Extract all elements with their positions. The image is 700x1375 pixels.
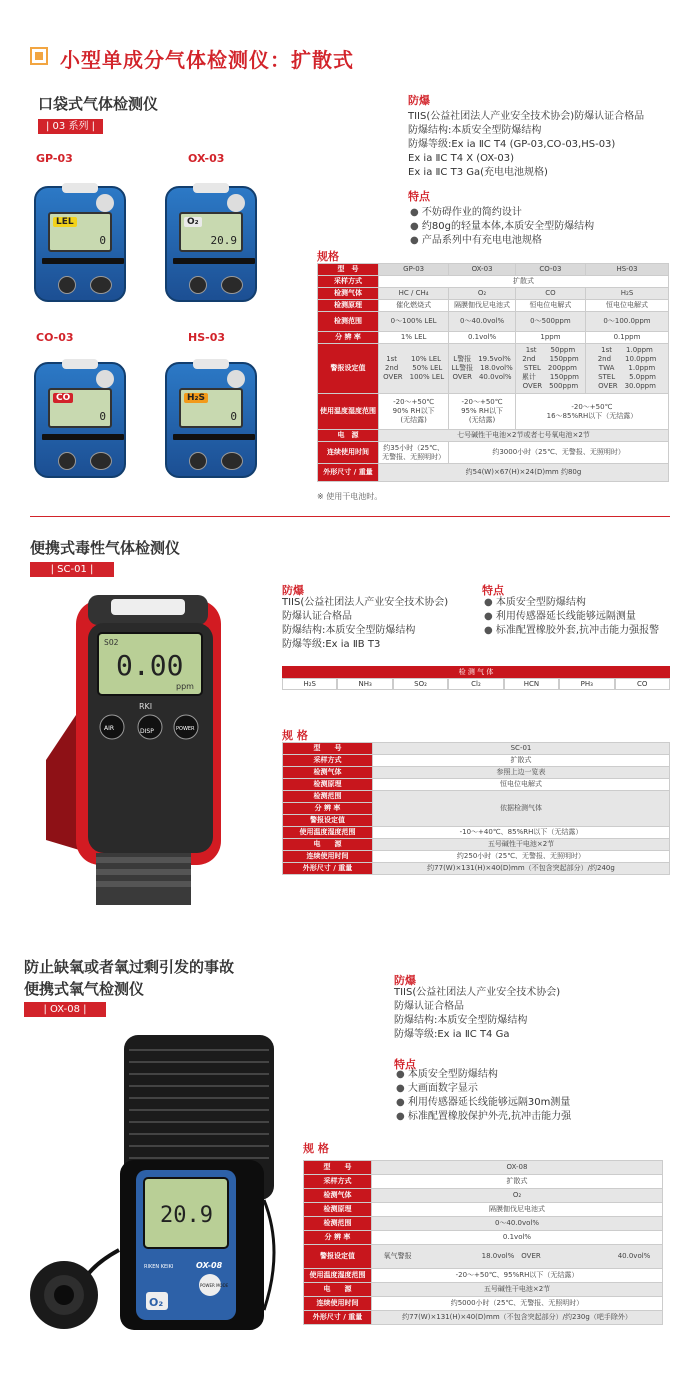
table-row: 采样方式 扩散式 (318, 276, 669, 288)
table-row: 分 辨 率 (283, 803, 670, 815)
gp03-reading: 0 (99, 234, 106, 247)
sc01-unit: ppm (176, 682, 194, 691)
table-row: 检测原理 隔膜伽伐尼电池式 (304, 1203, 663, 1217)
s2-explosion-head: 防爆 (282, 584, 304, 597)
list-item: ● 本质安全型防爆结构 (484, 596, 659, 610)
s3-explosion-text: TIIS(公益社团法人产业安全技术协会) 防爆认证合格品 防爆结构:本质安全型防爆结构 防爆等级:Ex ia ⅡC T4 Ga (394, 987, 561, 1040)
lel-badge: LEL (53, 217, 77, 227)
ox08-o2-badge: O₂ (149, 1296, 164, 1309)
co-badge: CO (53, 393, 73, 403)
s1-spec-table (317, 263, 669, 482)
s1-footnote: ※ 使用干电池时。 (317, 492, 383, 501)
page-title: 小型单成分气体检测仪：扩散式 (60, 48, 354, 72)
co03-reading: 0 (99, 410, 106, 423)
sc01-reading: 0.00 (116, 649, 184, 682)
title-square-icon (30, 47, 48, 65)
table-row: 使用温度湿度范围 -20～+50℃、95%RH以下（无结露） (304, 1269, 663, 1283)
table-row: 外形尺寸 / 重量 约77(W)×131(H)×40(D)mm（不包含突起部分）/约230g（吧手除外） (304, 1311, 663, 1325)
device-label-gp03: GP-03 (36, 152, 73, 165)
table-row: 警报设定值 氧气警报 18.0vol% OVER 40.0vol% (304, 1245, 663, 1269)
s2-spec-table (282, 742, 670, 875)
s3-features-head: 特点 (394, 1058, 416, 1071)
s2-features-head: 特点 (482, 584, 504, 597)
table-row: 连续使用时间 约5000小时（25℃、无警报、无照明时） (304, 1297, 663, 1311)
table-row: 型 号 SC-01 (283, 743, 670, 755)
table-row: 连续使用时间 约35小时（25℃、无警报、无照明时） 约3000小时（25℃、无警报、无照明时） (318, 442, 669, 464)
list-item: ● 本质安全型防爆结构 (396, 1068, 571, 1082)
device-label-hs03: HS-03 (188, 331, 226, 344)
s3-features-list (396, 1068, 571, 1124)
table-row: 检测范围 依据检测气体 (283, 791, 670, 803)
sc01-power-btn-label: POWER (176, 726, 195, 732)
table-row: 电 源 五号碱性干电池×2节 (304, 1283, 663, 1297)
list-item: ● 标准配置橡胶保护外壳,抗冲击能力强 (396, 1110, 571, 1124)
sc01-disp-btn-label: DISP (140, 728, 154, 735)
hs03-reading: 0 (230, 410, 237, 423)
table-row: 分 辨 率 1% LEL 0.1vol% 1ppm 0.1ppm (318, 332, 669, 344)
gp03-device-image (34, 186, 126, 302)
table-row: 采样方式 扩散式 (283, 755, 670, 767)
table-row: 使用温度湿度范围 -10～+40℃、85%RH以下（无结露） (283, 827, 670, 839)
sc01-device-image (36, 585, 236, 910)
ox08-reading: 20.9 (160, 1203, 213, 1228)
gas-cell: NH₃ (337, 678, 392, 690)
o2-badge: O₂ (184, 217, 202, 227)
s1-features-head: 特点 (408, 190, 430, 203)
section2-series-tag: | SC-01 | (30, 562, 114, 577)
section-divider (30, 516, 670, 517)
list-item: ● 大画面数字显示 (396, 1082, 571, 1096)
table-row: 电 源 七号碱性干电池×2节或者七号氧电池×2节 (318, 430, 669, 442)
s1-explosion-head: 防爆 (408, 94, 430, 107)
section1-series-tag: | 03 系列 | (38, 119, 103, 134)
s2-explosion-text: TIIS(公益社团法人产业安全技术协会) 防爆认证合格品 防爆结构:本质安全型防爆结构 防爆等级:Ex ia ⅡB T3 (282, 597, 449, 650)
list-item: ● 约80g的轻量本体,本质安全型防爆结构 (410, 220, 594, 234)
section3-title-line2: 便携式氧气检测仪 (24, 980, 145, 998)
hs03-device-image (165, 362, 257, 478)
s3-explosion-head: 防爆 (394, 974, 416, 987)
table-row: 检测范围 0～100% LEL 0～40.0vol% 0～500ppm 0～100.0ppm (318, 312, 669, 332)
section1-title: 口袋式气体检测仪 (38, 95, 159, 113)
device-label-co03: CO-03 (36, 331, 74, 344)
list-item: ● 产品系列中有充电电池规格 (410, 234, 594, 248)
sc01-screen-gas: SO2 (104, 638, 119, 647)
list-item: ● 不妨碍作业的简约设计 (410, 206, 594, 220)
table-row: 警报设定值 (283, 815, 670, 827)
table-row: 电 源 五号碱性干电池×2节 (283, 839, 670, 851)
s2-gas-table (282, 666, 670, 690)
table-row: 检测范围 0～40.0vol% (304, 1217, 663, 1231)
table-row: 检测气体 HC / CH₄ O₂ CO H₂S (318, 288, 669, 300)
ox08-device-image (24, 1030, 284, 1335)
section3-title-line1: 防止缺氧或者氧过剩引发的事故 (24, 958, 235, 976)
gas-cell: HCN (504, 678, 559, 690)
s1-explosion-text: TIIS(公益社团法人产业安全技术协会)防爆认证合格品 防爆结构:本质安全型防爆结构 防爆等级:Ex ia ⅡC T4 (GP-03,CO-03,HS-03) Ex ia ⅡC T4 X (OX-03) Ex ia ⅡC T3 Ga(充电电池规格) (408, 111, 645, 178)
gas-cell: CO (615, 678, 670, 690)
table-row: 警报设定值 1st 10% LEL 2nd 50% LEL OVER 100% LEL L警报 19.5vol% LL警报 18.0vol% OVER 40.0vol% 1st 50ppm 2nd 150ppm STEL 200ppm 累计 150ppm OVER 500ppm 1st 1.0ppm 2nd 10.0ppm TWA 1.0ppm STEL 5.0ppm OVER 30.0ppm (318, 344, 669, 394)
gas-cell: PH₃ (559, 678, 614, 690)
s3-spec-head: 规 格 (303, 1142, 329, 1155)
co03-device-image (34, 362, 126, 478)
ox08-model: OX-08 (196, 1261, 223, 1270)
table-row: 连续使用时间 约250小时（25℃、无警报、无照明时） (283, 851, 670, 863)
ox08-brand: RIKEN KEIKI (144, 1264, 174, 1270)
list-item: ● 利用传感器延长线能够远隔30m测量 (396, 1096, 571, 1110)
section3-series-tag: | OX-08 | (24, 1002, 106, 1017)
list-item: ● 利用传感器延长线能够远隔测量 (484, 610, 659, 624)
gas-cell: SO₂ (393, 678, 448, 690)
ox03-reading: 20.9 (210, 234, 237, 247)
s2-features-list (484, 596, 659, 638)
table-row: 分 辨 率 0.1vol% (304, 1231, 663, 1245)
s3-spec-table (303, 1160, 663, 1325)
section2-title: 便携式毒性气体检测仪 (30, 539, 181, 557)
sc01-brand: RKI (139, 702, 153, 711)
table-row: 型 号 OX-08 (304, 1161, 663, 1175)
table-row: 采样方式 扩散式 (304, 1175, 663, 1189)
ox03-device-image (165, 186, 257, 302)
table-row: 检测原理 催化燃烧式 隔膜伽伐尼电池式 恒电位电解式 恒电位电解式 (318, 300, 669, 312)
table-row: 型 号 GP-03 OX-03 CO-03 HS-03 (318, 264, 669, 276)
table-row: 检测气体 参照上边一览表 (283, 767, 670, 779)
table-row: 检测气体 O₂ (304, 1189, 663, 1203)
gas-table-header: 检 测 气 体 (282, 666, 670, 678)
s2-spec-head: 规 格 (282, 729, 308, 742)
gas-cell: Cl₂ (448, 678, 503, 690)
sc01-air-btn-label: AIR (104, 725, 115, 732)
ox08-power-label: POWER MODE (200, 1283, 229, 1288)
table-row: 外形尺寸 / 重量 约54(W)×67(H)×24(D)mm 约80g (318, 464, 669, 482)
table-row: 使用温度湿度范围 -20～+50℃ 90% RH以下 (无结露) -20～+50℃ 95% RH以下 (无结露) -20～+50℃ 16～85%RH以下（无结露） (318, 394, 669, 430)
device-label-ox03: OX-03 (188, 152, 225, 165)
s1-spec-head: 规格 (317, 250, 339, 263)
gas-cell: H₂S (282, 678, 337, 690)
table-row: 外形尺寸 / 重量 约77(W)×131(H)×40(D)mm（不包含突起部分）/约240g (283, 863, 670, 875)
s1-features-list (410, 206, 594, 248)
h2s-badge: H₂S (184, 393, 208, 403)
table-row: 检测原理 恒电位电解式 (283, 779, 670, 791)
list-item: ● 标准配置橡胶外套,抗冲击能力强报警 (484, 624, 659, 638)
